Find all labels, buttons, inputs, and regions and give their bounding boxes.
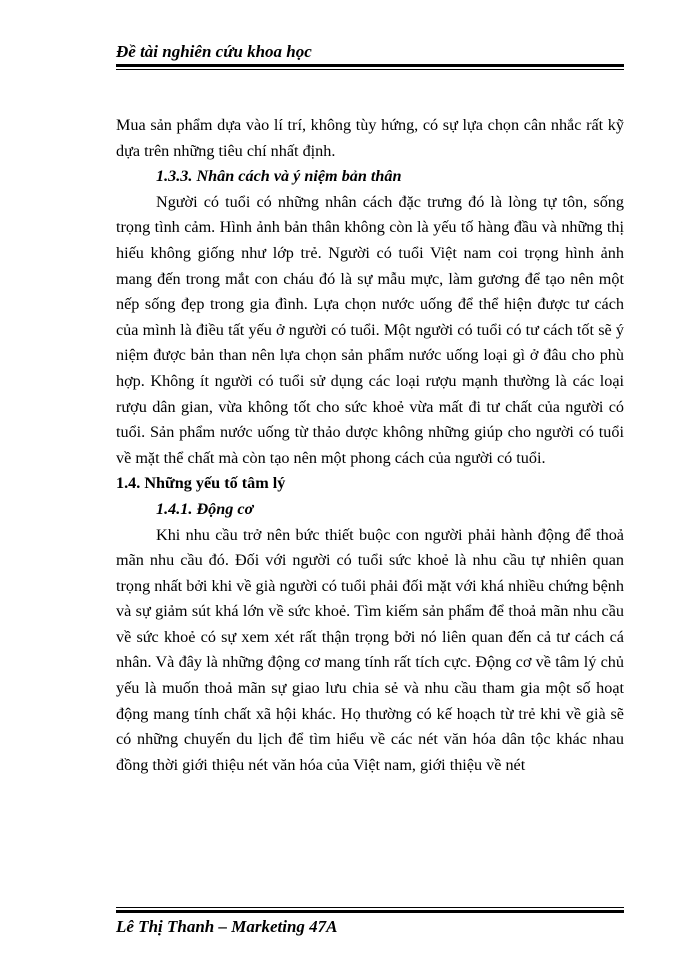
page-header-title: Đề tài nghiên cứu khoa học: [116, 42, 312, 61]
page-body: [116, 113, 624, 778]
section-heading-1-3-3: 1.3.3. Nhân cách và ý niệm bản thân: [156, 167, 402, 186]
section-heading-1-4-1: 1.4.1. Động cơ: [156, 499, 254, 518]
section-heading-1-4: 1.4. Những yếu tố tâm lý: [116, 474, 286, 493]
footer-divider: [116, 907, 624, 913]
header-divider: [116, 64, 624, 70]
page-footer-author: Lê Thị Thanh – Marketing 47A: [116, 917, 338, 936]
paragraph-dong-co: Khi nhu cầu trở nên bức thiết buộc con người phải hành động để thoả mãn nhu cầu đó. Đối với người có tuổi sức khoẻ là nhu cầu tự nhiên quan trọng nhất bởi khi về già người có tuổi phải đối mặt với khá nhiều chứng bệnh và sự giảm sút khá lớn về sức khoẻ. Tìm kiếm sản phẩm để thoả mãn nhu cầu về sức khoẻ có sự xem xét rất thận trọng bởi nó liên quan đến cả tư cách cá nhân. Và đây là những động cơ mang tính rất tích cực. Động cơ về tâm lý chủ yếu là muốn thoả mãn sự giao lưu chia sẻ và nhu cầu tham gia một số hoạt động mang tính chất xã hội khác. Họ thường có kế hoạch từ trẻ khi về già sẽ có những chuyến du lịch để tìm hiểu về các nét văn hóa dân tộc khác nhau đồng thời giới thiệu nét văn hóa của Việt nam, giới thiệu về nét: [116, 525, 624, 774]
paragraph-nhan-cach: Người có tuổi có những nhân cách đặc trưng đó là lòng tự tôn, sống trọng tình cảm. Hình ảnh bản thân không còn là yếu tố hàng đầu và những thị hiếu không giống như lớp trẻ. Người có tuổi Việt nam coi trọng hình ảnh mang đến trong mắt con cháu đó là sự mẫu mực, làm gương để tạo nên một nếp sống đẹp trong gia đình. Lựa chọn nước uống để thể hiện được tư cách của mình là điều tất yếu ở người có tuổi. Một người có tuổi có tư cách tốt sẽ ý niệm được bản than nên lựa chọn sản phẩm nước uống loại gì ở đâu cho phù hợp. Không ít người có tuổi sử dụng các loại rượu mạnh thường là các loại rượu dân gian, vừa không tốt cho sức khoẻ vừa mất đi tư chất của người có tuổi. Sản phẩm nước uống từ thảo dược không những giúp cho người có tuổi về mặt thể chất mà còn tạo nên một phong cách của người có tuổi.: [116, 192, 624, 467]
paragraph-continued: Mua sản phẩm dựa vào lí trí, không tùy hứng, có sự lựa chọn cân nhắc rất kỹ dựa trên những tiêu chí nhất định.: [116, 116, 624, 160]
